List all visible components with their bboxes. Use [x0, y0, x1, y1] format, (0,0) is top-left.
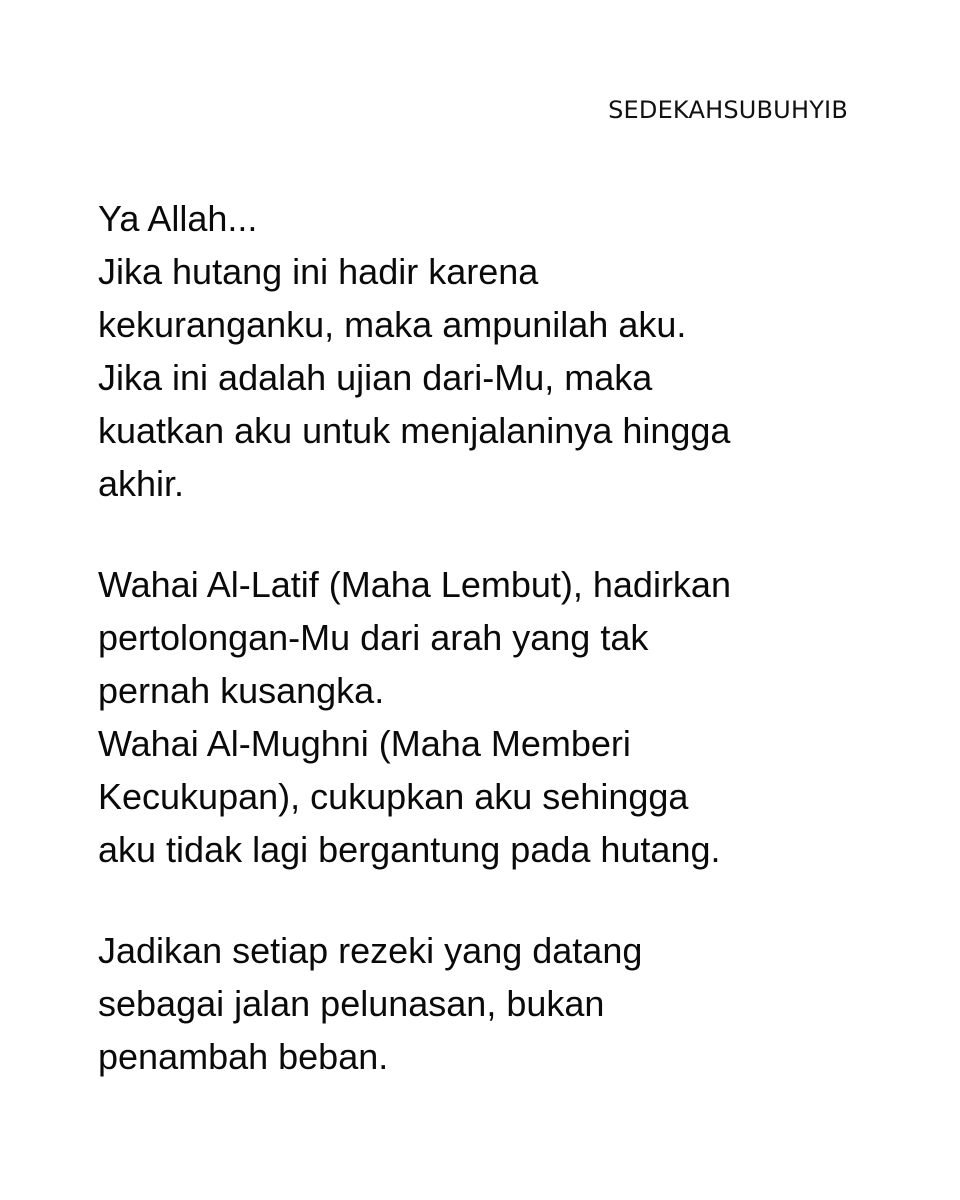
paragraph-names-of-allah: [98, 558, 888, 876]
paragraph-opening: [98, 192, 888, 510]
text-line: Ya Allah...: [98, 198, 258, 239]
text-line: Wahai Al-Mughni (Maha Memberi: [98, 723, 631, 764]
account-tag: SEDEKAHSUBUHYIB: [608, 96, 848, 124]
text-line: sebagai jalan pelunasan, bukan: [98, 983, 605, 1024]
text-line: Jika ini adalah ujian dari-Mu, maka: [98, 357, 653, 398]
text-line: aku tidak lagi bergantung pada hutang.: [98, 829, 721, 870]
text-line: kekuranganku, maka ampunilah aku.: [98, 304, 687, 345]
text-line: akhir.: [98, 463, 185, 504]
text-line: penambah beban.: [98, 1036, 389, 1077]
text-line: Jadikan setiap rezeki yang datang: [98, 930, 643, 971]
text-line: Jika hutang ini hadir karena: [98, 251, 539, 292]
text-line: pertolongan-Mu dari arah yang tak: [98, 617, 649, 658]
prayer-text: [98, 192, 888, 1083]
text-line: Wahai Al-Latif (Maha Lembut), hadirkan: [98, 564, 731, 605]
paragraph-closing: [98, 924, 888, 1083]
text-line: kuatkan aku untuk menjalaninya hingga: [98, 410, 731, 451]
text-line: pernah kusangka.: [98, 670, 385, 711]
text-line: Kecukupan), cukupkan aku sehingga: [98, 776, 689, 817]
